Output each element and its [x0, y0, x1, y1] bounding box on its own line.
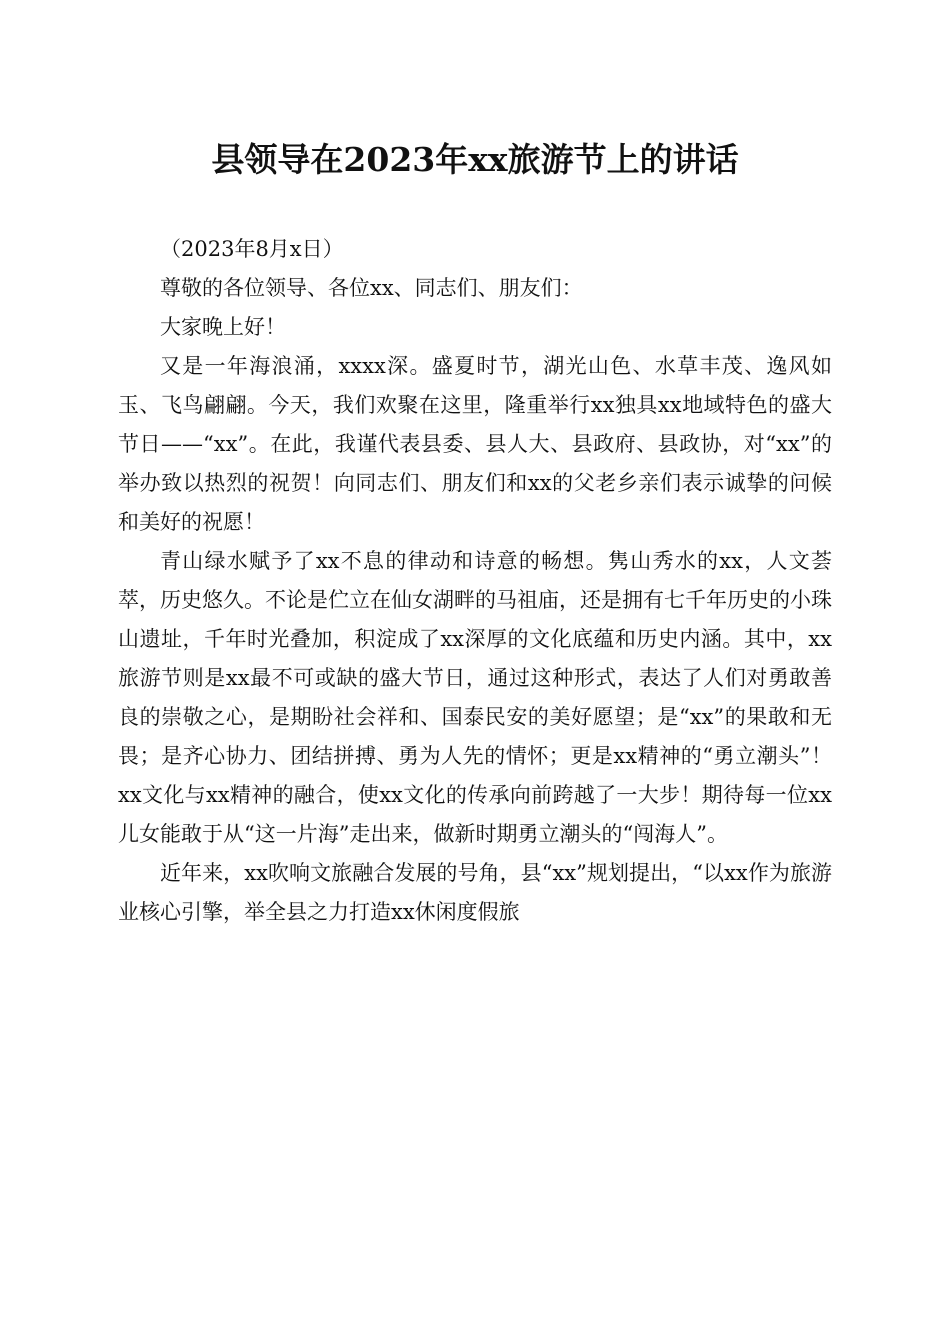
paragraph: 又是一年海浪涌，xxxx深。盛夏时节，湖光山色、水草丰茂、逸风如玉、飞鸟翩翩。今天，我们欢聚在这里，隆重举行xx独具xx地域特色的盛大节日——“xx”。在此，我谨代表县委、县人大、县政府、县政协，对“xx”的举办致以热烈的祝贺！向同志们、朋友们和xx的父老乡亲们表示诚挚的问候和美好的祝愿！	[118, 354, 832, 534]
paragraph: 青山绿水赋予了xx不息的律动和诗意的畅想。隽山秀水的xx，人文荟萃，历史悠久。不论是伫立在仙女湖畔的马祖庙，还是拥有七千年历史的小珠山遗址，千年时光叠加，积淀成了xx深厚的文化底蕴和历史内涵。其中，xx旅游节则是xx最不可或缺的盛大节日，通过这种形式，表达了人们对勇敢善良的崇敬之心，是期盼社会祥和、国泰民安的美好愿望；是“xx”的果敢和无畏；是齐心协力、团结拼搏、勇为人先的情怀；更是xx精神的“勇立潮头”！xx文化与xx精神的融合，使xx文化的传承向前跨越了一大步！期待每一位xx儿女能敢于从“这一片海”走出来，做新时期勇立潮头的“闯海人”。	[118, 549, 832, 846]
salutation: 尊敬的各位领导、各位xx、同志们、朋友们：	[160, 276, 583, 300]
greeting: 大家晚上好！	[160, 315, 286, 339]
paragraph: 近年来，xx吹响文旅融合发展的号角，县“xx”规划提出，“以xx作为旅游业核心引擎，举全县之力打造xx休闲度假旅	[118, 861, 832, 924]
document-title: 县领导在2023年xx旅游节上的讲话	[211, 140, 739, 179]
date-line: （2023年8月x日）	[160, 237, 344, 261]
document-body	[118, 230, 832, 932]
